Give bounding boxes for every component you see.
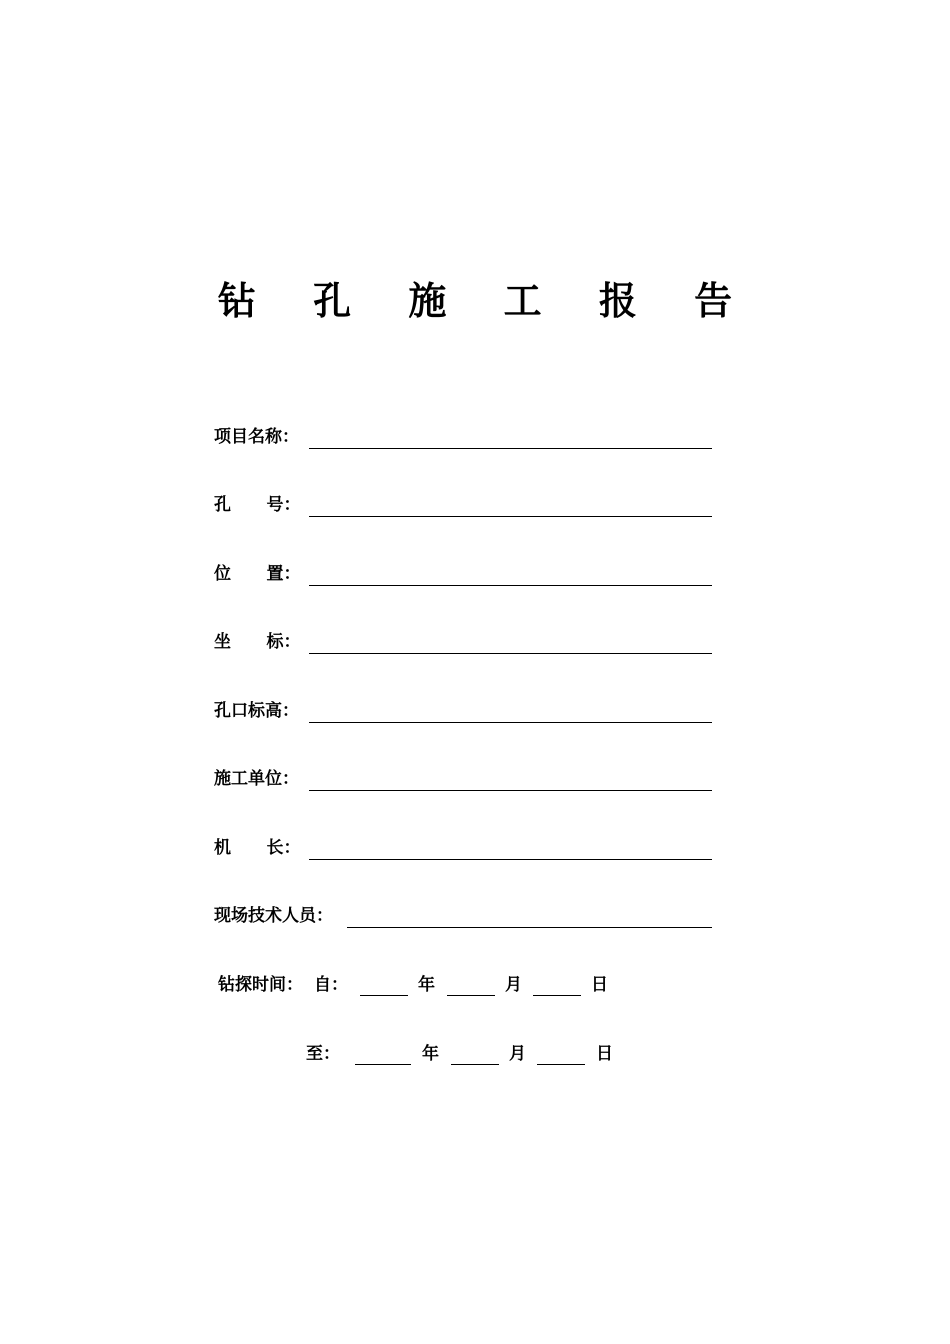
project-name-label: 项目名称： bbox=[214, 427, 299, 447]
rig-captain-field bbox=[214, 837, 712, 861]
drilling-time-label: 钻探时间： bbox=[218, 975, 303, 995]
coordinates-label: 坐 标： bbox=[214, 632, 301, 652]
to-month-unit: 月 bbox=[509, 1044, 526, 1064]
construction-unit-label: 施工单位： bbox=[214, 769, 299, 789]
to-day-blank[interactable] bbox=[537, 1064, 585, 1065]
project-name-input-line[interactable] bbox=[309, 448, 712, 449]
from-year-unit: 年 bbox=[418, 975, 435, 995]
to-month-blank[interactable] bbox=[451, 1064, 499, 1065]
hole-number-label: 孔 号： bbox=[214, 495, 301, 515]
coordinates-field bbox=[214, 631, 712, 655]
to-label: 至： bbox=[306, 1044, 340, 1064]
project-name-field bbox=[214, 426, 712, 450]
to-year-unit: 年 bbox=[422, 1044, 439, 1064]
from-year-blank[interactable] bbox=[360, 995, 408, 996]
construction-unit-input-line[interactable] bbox=[309, 790, 712, 791]
location-label: 位 置： bbox=[214, 564, 301, 584]
collar-elevation-field bbox=[214, 700, 712, 724]
document-title: 钻 孔 施 工 报 告 bbox=[217, 278, 755, 323]
to-day-unit: 日 bbox=[596, 1044, 613, 1064]
from-month-blank[interactable] bbox=[447, 995, 495, 996]
rig-captain-label: 机 长： bbox=[214, 838, 301, 858]
from-day-blank[interactable] bbox=[533, 995, 581, 996]
site-technician-input-line[interactable] bbox=[347, 927, 712, 928]
collar-elevation-label: 孔口标高： bbox=[214, 701, 299, 721]
to-year-blank[interactable] bbox=[355, 1064, 411, 1065]
drilling-time-from-row bbox=[218, 974, 638, 998]
site-technician-label: 现场技术人员： bbox=[214, 906, 333, 926]
hole-number-input-line[interactable] bbox=[309, 516, 712, 517]
location-input-line[interactable] bbox=[309, 585, 712, 586]
rig-captain-input-line[interactable] bbox=[309, 859, 712, 860]
location-field bbox=[214, 563, 712, 587]
from-day-unit: 日 bbox=[591, 975, 608, 995]
construction-unit-field bbox=[214, 768, 712, 792]
from-month-unit: 月 bbox=[505, 975, 522, 995]
hole-number-field bbox=[214, 494, 712, 518]
drilling-time-to-row bbox=[306, 1043, 626, 1067]
collar-elevation-input-line[interactable] bbox=[309, 722, 712, 723]
from-label: 自： bbox=[314, 975, 348, 995]
coordinates-input-line[interactable] bbox=[309, 653, 712, 654]
site-technician-field bbox=[214, 905, 712, 929]
